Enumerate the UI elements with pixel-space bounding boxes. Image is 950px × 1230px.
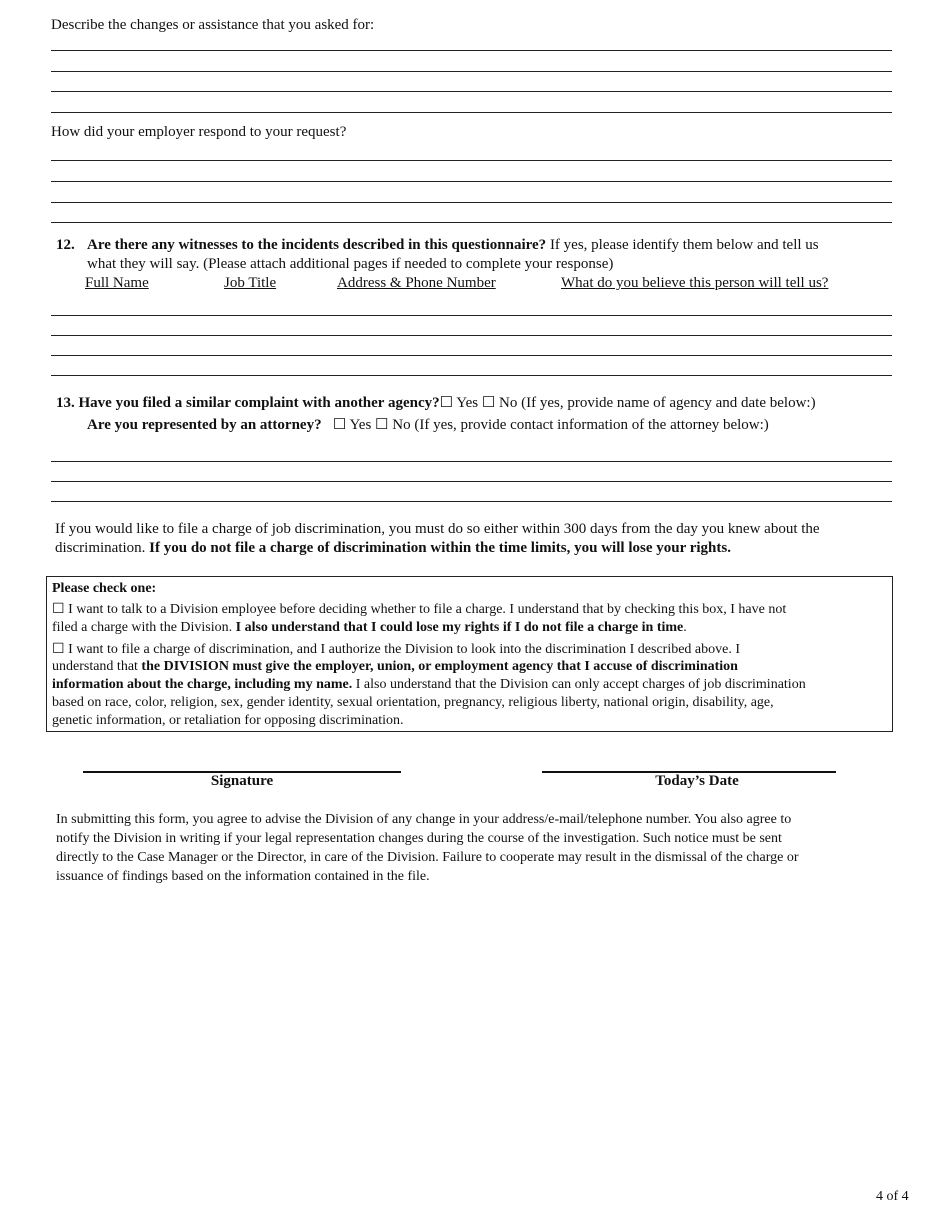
deadline-warning: If you do not file a charge of discrimination within the time limits, you will lose your rights. bbox=[149, 540, 731, 556]
option1-checkbox[interactable]: ☐ bbox=[52, 601, 65, 617]
col-full-name: Full Name bbox=[85, 275, 149, 291]
option2-line4: based on race, color, religion, sex, gender identity, sexual orientation, pregnancy, religious liberty, national origin, disability, age, bbox=[52, 695, 774, 710]
deadline-line2 bbox=[55, 540, 731, 557]
answer-line[interactable] bbox=[51, 181, 892, 182]
option2-line2 bbox=[52, 659, 738, 675]
footer-notice-line: notify the Division in writing if your legal representation changes during the course of the investigation. Such notice must be sent bbox=[56, 831, 782, 846]
q13-line2 bbox=[87, 415, 769, 434]
changes-question: Describe the changes or assistance that you asked for: bbox=[51, 17, 375, 33]
q12-instruction-a: If yes, please identify them below and tell us bbox=[546, 237, 819, 253]
option2-bold-2: the DIVISION must give the employer, union, or employment agency that I accuse of discrimination bbox=[141, 659, 738, 674]
option2-text-3: I also understand that the Division can only accept charges of job discrimination bbox=[352, 677, 806, 692]
answer-line[interactable] bbox=[51, 315, 892, 316]
deadline-text-1: If you would like to file a charge of job discrimination, you must do so either within 300 days from the day you knew about the bbox=[55, 521, 820, 537]
check-one-title: Please check one: bbox=[52, 581, 157, 596]
footer-notice-line: issuance of findings based on the information contained in the file. bbox=[56, 869, 430, 884]
answer-line[interactable] bbox=[51, 112, 892, 113]
answer-line[interactable] bbox=[51, 355, 892, 356]
option1-line2 bbox=[52, 620, 687, 636]
page-number: 4 of 4 bbox=[876, 1189, 909, 1204]
answer-line[interactable] bbox=[51, 160, 892, 161]
option2-text: I want to file a charge of discrimination, and I authorize the Division to look into the discrimination I described above. I bbox=[64, 642, 741, 657]
answer-line[interactable] bbox=[51, 222, 892, 223]
option2-line1 bbox=[52, 641, 740, 658]
answer-line[interactable] bbox=[51, 71, 892, 72]
q13-question-a: 13. Have you filed a similar complaint with another agency? bbox=[56, 395, 440, 411]
option1-warning: I also understand that I could lose my rights if I do not file a charge in time bbox=[235, 620, 684, 635]
answer-line[interactable] bbox=[51, 335, 892, 336]
q12-instruction-b: what they will say. (Please attach additional pages if needed to complete your response) bbox=[87, 256, 614, 272]
answer-line[interactable] bbox=[51, 91, 892, 92]
q12-question: Are there any witnesses to the incidents described in this questionnaire? bbox=[87, 237, 547, 253]
q12-number: 12. bbox=[56, 237, 75, 253]
answer-line[interactable] bbox=[51, 375, 892, 376]
q13-note-a: (If yes, provide name of agency and date below:) bbox=[517, 395, 816, 411]
q13-checkbox-a[interactable]: ☐ Yes ☐ No bbox=[439, 395, 518, 411]
q13-checkbox-b[interactable]: ☐ Yes ☐ No bbox=[332, 417, 411, 433]
q13-note-b: (If yes, provide contact information of the attorney below:) bbox=[410, 417, 769, 433]
option2-bold-3: information about the charge, including my name. bbox=[52, 677, 353, 692]
option2-line3 bbox=[52, 677, 806, 693]
option1-text-2: filed a charge with the Division. bbox=[52, 620, 236, 635]
option1-line1 bbox=[52, 601, 786, 618]
answer-line[interactable] bbox=[51, 481, 892, 482]
footer-notice-line: directly to the Case Manager or the Director, in care of the Division. Failure to cooperate may result in the dismissal of the charge or bbox=[56, 850, 799, 865]
option1-text: I want to talk to a Division employee before deciding whether to file a charge. I understand that by checking this box, I have not bbox=[64, 602, 787, 617]
answer-line[interactable] bbox=[51, 202, 892, 203]
col-job-title: Job Title bbox=[224, 275, 277, 291]
answer-line[interactable] bbox=[51, 461, 892, 462]
q13-question-b: Are you represented by an attorney? bbox=[87, 417, 322, 433]
footer-notice-line: In submitting this form, you agree to advise the Division of any change in your address/e-mail/telephone number. You also agree to bbox=[56, 812, 792, 827]
signature-label: Signature bbox=[210, 773, 274, 789]
option1-end: . bbox=[683, 620, 687, 635]
q12-line1 bbox=[87, 237, 819, 254]
option2-line5: genetic information, or retaliation for opposing discrimination. bbox=[52, 713, 404, 728]
option2-text-2: understand that bbox=[52, 659, 142, 674]
date-label: Today’s Date bbox=[655, 773, 739, 789]
option2-checkbox[interactable]: ☐ bbox=[52, 641, 65, 657]
answer-line[interactable] bbox=[51, 50, 892, 51]
response-question: How did your employer respond to your request? bbox=[51, 124, 347, 140]
col-address-phone: Address & Phone Number bbox=[337, 275, 496, 291]
deadline-text-2: discrimination. bbox=[55, 540, 150, 556]
col-will-tell: What do you believe this person will tell us? bbox=[561, 275, 829, 291]
q13-line1 bbox=[56, 393, 816, 412]
answer-line[interactable] bbox=[51, 501, 892, 502]
